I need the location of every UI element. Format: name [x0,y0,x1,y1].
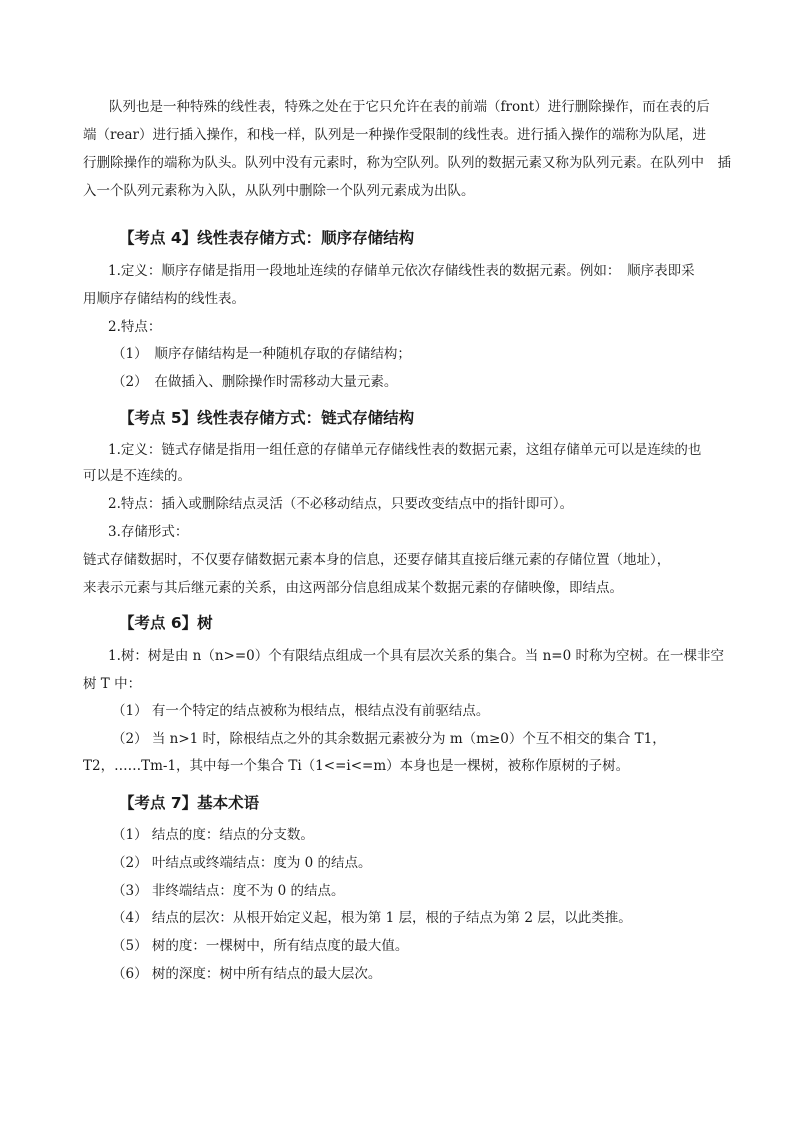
sec4-definition-line-2: 用顺序存储结构的线性表。 [83,291,245,307]
intro-line-4: 入一个队列元素称为入队，从队列中删除一个队列元素成为出队。 [83,183,475,199]
sec5-definition-line-2: 可以是不连续的。 [83,468,191,484]
sec7-term-2: （2） 叶结点或终端结点：度为 0 的结点。 [112,855,372,871]
intro-line-3: 行删除操作的端称为队头。队列中没有元素时，称为空队列。队列的数据元素又称为队列元素。在队列中 插 [83,155,731,171]
sec4-feature-1: （1） 顺序存储结构是一种随机存取的存储结构； [112,346,411,362]
sec6-item-1: （1） 有一个特定的结点被称为根结点，根结点没有前驱结点。 [112,703,490,719]
intro-line-2: 端（rear）进行插入操作，和栈一样，队列是一种操作受限制的线性表。进行插入操作的端称为队尾，进 [83,127,706,143]
sec7-term-1: （1） 结点的度：结点的分支数。 [112,827,314,843]
sec6-tree-definition-line-2: 树 T 中： [83,676,142,692]
section-5-heading: 【考点 5】线性表存储方式：链式存储结构 [119,409,415,427]
section-6-heading: 【考点 6】树 [119,614,213,632]
sec6-item-2-line-2: T2，……Tm-1，其中每一个集合 Ti（1<=i<=m）本身也是一棵树，被称作原树的子树。 [83,758,630,774]
sec4-feature-2: （2） 在做插入、删除操作时需移动大量元素。 [112,374,398,390]
sec7-term-4: （4） 结点的层次：从根开始定义起，根为第 1 层，根的子结点为第 2 层，以此类推。 [112,910,632,926]
sec5-features: 2.特点：插入或删除结点灵活（不必移动结点，只要改变结点中的指针即可）。 [108,496,574,512]
sec4-definition-line-1: 1.定义：顺序存储是指用一段地址连续的存储单元依次存储线性表的数据元素。例如： 顺序表即采 [108,263,695,279]
sec4-features-label: 2.特点： [108,319,162,335]
intro-line-1: 队列也是一种特殊的线性表，特殊之处在于它只允许在表的前端（front）进行删除操作，而在表的后 [109,99,710,115]
section-4-heading: 【考点 4】线性表存储方式：顺序存储结构 [119,229,415,247]
sec6-item-2-line-1: （2） 当 n>1 时，除根结点之外的其余数据元素被分为 m（m≥0）个互不相交的集合 T1， [112,731,666,747]
sec7-term-3: （3） 非终端结点：度不为 0 的结点。 [112,883,345,899]
sec7-term-5: （5） 树的度：一棵树中，所有结点度的最大值。 [112,938,409,954]
sec5-paragraph-line-1: 链式存储数据时，不仅要存储数据元素本身的信息，还要存储其直接后继元素的存储位置（地址）， [83,552,671,568]
sec5-storage-form-label: 3.存储形式： [108,524,189,540]
sec6-tree-definition-line-1: 1.树：树是由 n（n>=0）个有限结点组成一个具有层次关系的集合。当 n=0 时称为空树。在一棵非空 [108,648,724,664]
sec5-definition-line-1: 1.定义：链式存储是指用一组任意的存储单元存储线性表的数据元素，这组存储单元可以是连续的也 [108,442,702,458]
section-7-heading: 【考点 7】基本术语 [119,794,260,812]
sec7-term-6: （6） 树的深度：树中所有结点的最大层次。 [112,966,382,982]
sec5-paragraph-line-2: 来表示元素与其后继元素的关系，由这两部分信息组成某个数据元素的存储映像，即结点。 [83,580,623,596]
